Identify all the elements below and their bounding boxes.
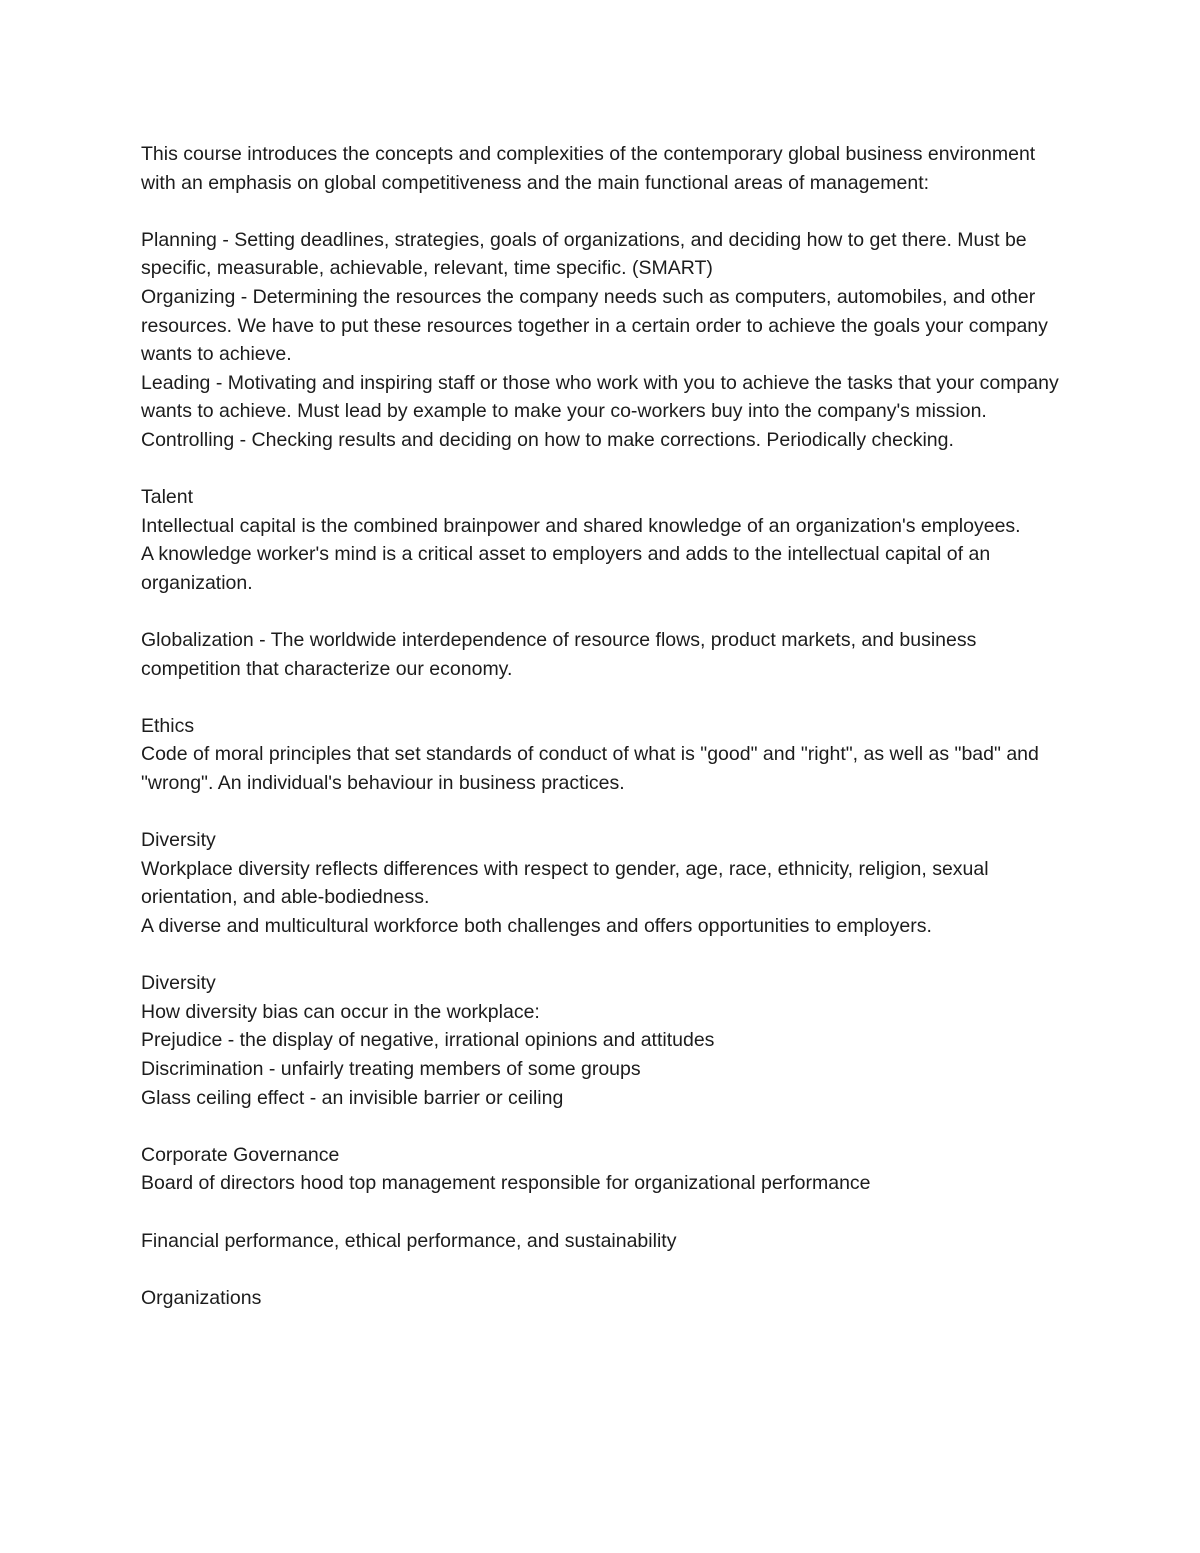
controlling-paragraph: Controlling - Checking results and deciding on how to make corrections. Periodically checking. [141, 428, 954, 451]
governance-line: Board of directors hood top management responsible for organizational performance [141, 1172, 871, 1195]
spacer [141, 1255, 1071, 1284]
ethics-line: Code of moral principles that set standards of conduct of what is "good" and "right", as well as "bad" and "wrong". An individual's behaviour in business practices. [141, 743, 1039, 795]
ethics-heading: Ethics [141, 714, 195, 737]
diversity-heading: Diversity [141, 829, 216, 852]
spacer [141, 1198, 1071, 1227]
organizations-heading: Organizations [141, 1286, 262, 1309]
governance-heading: Corporate Governance [141, 1143, 340, 1166]
spacer [141, 683, 1071, 712]
diversity-bias-line: Prejudice - the display of negative, irrational opinions and attitudes [141, 1029, 715, 1052]
diversity-bias-line: Glass ceiling effect - an invisible barrier or ceiling [141, 1086, 564, 1109]
talent-heading: Talent [141, 486, 194, 509]
spacer [141, 1112, 1071, 1141]
diversity-bias-line: Discrimination - unfairly treating members of some groups [141, 1058, 641, 1080]
spacer [141, 197, 1071, 226]
talent-line: A knowledge worker's mind is a critical asset to employers and adds to the intellectual capital of an organization. [141, 543, 991, 594]
performance-paragraph: Financial performance, ethical performance, and sustainability [141, 1229, 677, 1252]
diversity-line: A diverse and multicultural workforce both challenges and offers opportunities to employers. [141, 915, 932, 938]
document-body [141, 140, 1071, 1312]
talent-line: Intellectual capital is the combined brainpower and shared knowledge of an organization's employees. [141, 514, 1021, 537]
planning-paragraph: Planning - Setting deadlines, strategies, goals of organizations, and deciding how to get there. Must be specific, measurable, achievable, relevant, time specific. (SMART) [141, 228, 1027, 280]
diversity-line: Workplace diversity reflects differences with respect to gender, age, race, ethnicity, religion, sexual orientation, and able-bodiedness. [141, 857, 989, 909]
spacer [141, 941, 1071, 970]
diversity-bias-heading: Diversity [141, 972, 216, 995]
diversity-bias-line: How diversity bias can occur in the workplace: [141, 1000, 540, 1023]
spacer [141, 798, 1071, 827]
spacer [141, 455, 1071, 484]
globalization-paragraph: Globalization - The worldwide interdependence of resource flows, product markets, and business competition that characterize our economy. [141, 629, 977, 680]
spacer [141, 598, 1071, 627]
intro-paragraph: This course introduces the concepts and complexities of the contemporary global business environment with an emphasis on global competitiveness and the main functional areas of management: [141, 143, 1036, 194]
organizing-paragraph: Organizing - Determining the resources the company needs such as computers, automobiles, and other resources. We have to put these resources together in a certain order to achieve the goals your company wants to achieve. [141, 285, 1048, 366]
leading-paragraph: Leading - Motivating and inspiring staff or those who work with you to achieve the tasks that your company wants to achieve. Must lead by example to make your co-workers buy into the company's mission. [141, 371, 1059, 423]
